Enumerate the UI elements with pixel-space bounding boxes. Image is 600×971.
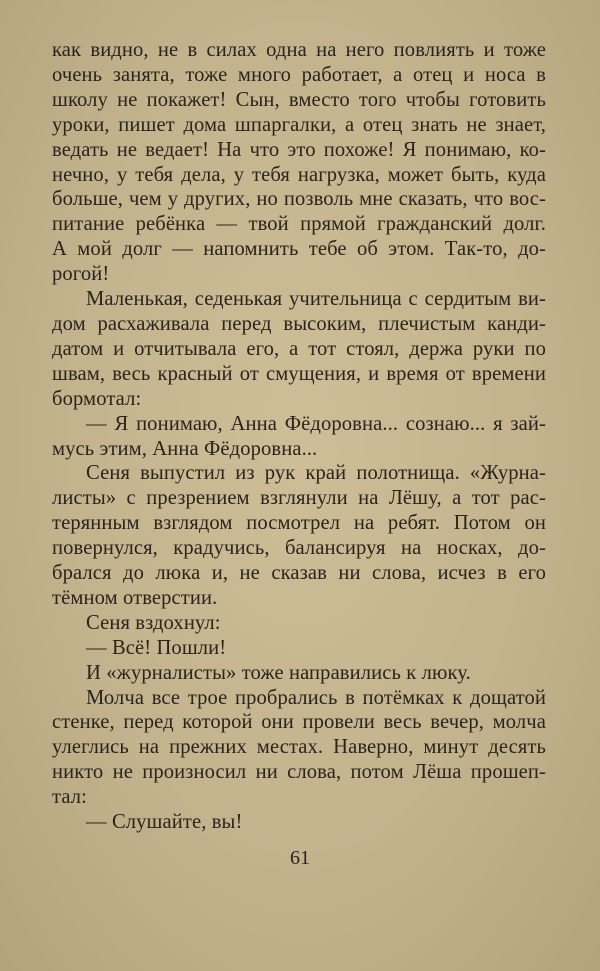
text-line: дом расхаживала перед высоким, плечистым канди- [52, 312, 546, 335]
text-line: — Слушайте, вы! [86, 811, 243, 834]
text-line: повернулся, крадучись, балансируя на носках, до- [52, 537, 546, 560]
text-line: ведать не ведает! На что это похоже! Я понимаю, ко- [52, 138, 546, 161]
text-line: бормотал: [52, 387, 142, 410]
body-text [52, 38, 546, 835]
text-line: рогой! [52, 263, 110, 286]
text-line: листы» с презрением взглянули на Лёшу, а тот рас- [52, 487, 546, 510]
text-line: никто не произносил ни слова, потом Лёша прошеп- [52, 761, 546, 784]
text-line: как видно, не в силах одна на него повлиять и тоже [52, 39, 546, 61]
text-line: Сеня выпустил из рук край полотнища. «Журна- [86, 462, 546, 485]
text-line: питание ребёнка — твой прямой гражданский долг. [52, 213, 546, 236]
text-line: А мой долг — напомнить тебе об этом. Так-то, до- [52, 238, 546, 261]
text-line: датом и отчитывала его, а тот стоял, держа руки по [52, 337, 546, 360]
text-line: нечно, у тебя дела, у тебя нагрузка, может быть, куда [52, 163, 546, 186]
text-line: тёмном отверстии. [52, 586, 218, 609]
text-line: Молча все трое пробрались в потёмках к дощатой [86, 686, 546, 709]
text-line: швам, весь красный от смущения, и время от времени [52, 362, 546, 385]
text-line: уроки, пишет дома шпаргалки, а отец знать не знает, [52, 113, 546, 136]
text-line: мусь этим, Анна Фёдоровна... [52, 437, 318, 460]
text-line: больше, чем у других, но позволь мне сказать, что вос- [52, 188, 546, 211]
text-line: — Я понимаю, Анна Фёдоровна... сознаю... я зай- [86, 412, 546, 435]
text-line: И «журналисты» тоже направились к люку. [86, 661, 471, 684]
text-line: улеглись на прежних местах. Наверно, минут десять [52, 736, 546, 759]
text-line: Сеня вздохнул: [86, 611, 221, 634]
text-line: брался до люка и, не сказав ни слова, исчез в его [52, 562, 546, 585]
text-line: тал: [52, 786, 87, 809]
text-line: — Всё! Пошли! [86, 636, 227, 659]
text-line: стенке, перед которой они провели весь вечер, молча [52, 711, 546, 734]
text-line: Маленькая, седенькая учительница с сердитым ви- [86, 288, 546, 311]
text-line: школу не покажет! Сын, вместо того чтобы готовить [52, 88, 546, 111]
text-line: очень занята, тоже много работает, а отец и носа в [52, 63, 546, 86]
page-number: 61 [290, 847, 310, 869]
text-line: терянным взглядом посмотрел на ребят. Потом он [52, 512, 546, 535]
